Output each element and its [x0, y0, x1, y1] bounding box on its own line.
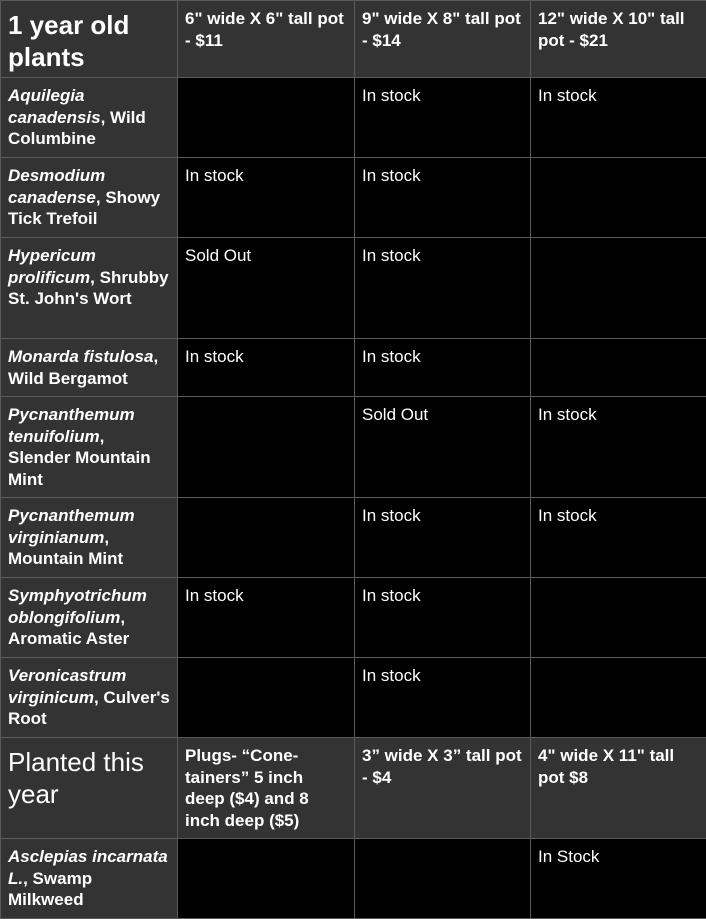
plant-name-cell	[1, 397, 178, 498]
scientific-name: Desmodium canadense	[8, 166, 105, 207]
stock-cell: In stock	[355, 658, 531, 738]
stock-cell: In stock	[178, 578, 355, 658]
stock-cell	[178, 78, 355, 158]
stock-cell: Sold Out	[355, 397, 531, 498]
scientific-name: Asclepias incarnata L.	[8, 847, 168, 888]
column-header: 12" wide X 10" tall pot - $21	[531, 1, 706, 78]
stock-cell: In stock	[355, 78, 531, 158]
stock-cell: In stock	[355, 238, 531, 339]
stock-cell	[531, 578, 706, 658]
column-header: Plugs- “Cone-tainers” 5 inch deep ($4) and 8 inch deep ($5)	[178, 738, 355, 839]
scientific-name: Aquilegia canadensis	[8, 86, 101, 127]
plant-name-cell	[1, 498, 178, 578]
table-row	[1, 78, 706, 158]
section-title: 1 year old plants	[1, 1, 178, 78]
plant-name-cell	[1, 658, 178, 738]
section-title: Planted this year	[1, 738, 178, 839]
scientific-name: Veronicastrum virginicum	[8, 666, 126, 707]
plant-name-cell	[1, 578, 178, 658]
table-row	[1, 397, 706, 498]
common-name: , Shrubby St. John's Wort	[8, 268, 169, 309]
stock-cell: In stock	[178, 339, 355, 397]
stock-cell: In stock	[355, 578, 531, 658]
common-name: , Aromatic Aster	[8, 608, 129, 649]
common-name: , Showy Tick Trefoil	[8, 188, 160, 229]
scientific-name: Symphyotrichum oblongifolium	[8, 586, 147, 627]
stock-cell: In stock	[355, 158, 531, 238]
table-row	[1, 658, 706, 738]
section-header-row	[1, 738, 706, 839]
scientific-name: Pycnanthemum virginianum	[8, 506, 135, 547]
scientific-name: Monarda fistulosa	[8, 347, 153, 366]
stock-cell: In stock	[531, 498, 706, 578]
stock-cell: In stock	[355, 339, 531, 397]
table-row	[1, 339, 706, 397]
plant-name-cell	[1, 839, 178, 919]
column-header: 6" wide X 6" tall pot - $11	[178, 1, 355, 78]
common-name: , Mountain Mint	[8, 528, 123, 569]
stock-cell	[355, 839, 531, 919]
plant-name-cell	[1, 238, 178, 339]
stock-cell: In Stock	[531, 839, 706, 919]
stock-cell	[531, 658, 706, 738]
stock-cell	[178, 397, 355, 498]
common-name: , Wild Columbine	[8, 108, 146, 149]
plant-name-cell	[1, 339, 178, 397]
stock-cell	[178, 498, 355, 578]
section-header-row	[1, 1, 706, 78]
common-name: , Culver's Root	[8, 688, 170, 729]
stock-cell	[531, 339, 706, 397]
scientific-name: Hypericum prolificum	[8, 246, 96, 287]
column-header: 4" wide X 11" tall pot $8	[531, 738, 706, 839]
stock-cell	[178, 839, 355, 919]
table-row	[1, 839, 706, 919]
stock-cell: In stock	[531, 397, 706, 498]
stock-cell	[178, 658, 355, 738]
scientific-name: Pycnanthemum tenuifolium	[8, 405, 135, 446]
common-name: , Swamp Milkweed	[8, 869, 92, 910]
stock-cell	[531, 238, 706, 339]
table-row	[1, 238, 706, 339]
plant-name-cell	[1, 158, 178, 238]
plant-name-cell	[1, 78, 178, 158]
table-row	[1, 158, 706, 238]
column-header: 3” wide X 3” tall pot - $4	[355, 738, 531, 839]
common-name: , Slender Mountain Mint	[8, 427, 151, 489]
stock-cell: Sold Out	[178, 238, 355, 339]
table-row	[1, 578, 706, 658]
stock-cell: In stock	[178, 158, 355, 238]
stock-cell	[531, 158, 706, 238]
column-header: 9" wide X 8" tall pot - $14	[355, 1, 531, 78]
table-row	[1, 498, 706, 578]
stock-cell: In stock	[531, 78, 706, 158]
stock-cell: In stock	[355, 498, 531, 578]
common-name: , Wild Bergamot	[8, 347, 158, 388]
